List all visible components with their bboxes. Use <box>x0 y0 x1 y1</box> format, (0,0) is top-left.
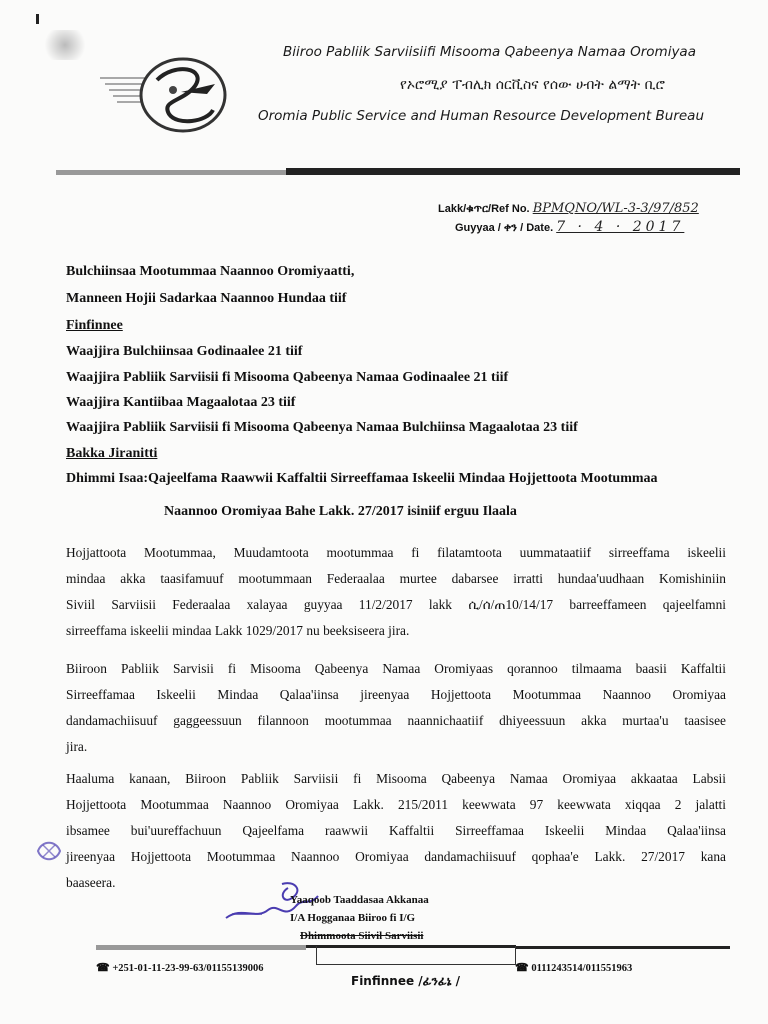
addressee-5: Waajjira Pabliik Sarviisii fi Misooma Qabeenya Namaa Godinaalee 21 tiif <box>66 370 509 385</box>
bureau-logo <box>95 50 245 140</box>
addressee-4: Waajjira Bulchiinsaa Godinaalee 21 tiif <box>66 344 303 359</box>
signatory-title: I/A Hogganaa Biiroo fi I/G <box>290 912 416 924</box>
p3-line-4: jireenyaa Hojjettoota Mootummaa Naannoo Oromiyaa dandamachiisuuf qophaa'e Lakk. 27/2017 kana <box>66 849 726 864</box>
p1-line-3: Siviil Sarviisii Federaalaa xalayaa guyyaa 11/2/2017 lakk ሲ/ሰ/ጠ10/14/17 barreeffameen qajeelfamni <box>66 597 726 612</box>
stamp-smudge <box>34 836 64 866</box>
p3-line-2: Hojjettoota Mootummaa Naannoo Oromiyaa Lakk. 215/2011 keewwata 97 keewwata xiqqaa 2 jalatti <box>66 797 726 812</box>
addressee-6: Waajjira Kantiibaa Magaalotaa 23 tiif <box>66 395 296 410</box>
date-line <box>455 219 684 235</box>
addressee-3: Finfinnee <box>66 318 123 333</box>
letterhead-oromo: Biiroo Pabliik Sarviisiifi Misooma Qabeenya Namaa Oromiyaa <box>283 44 696 60</box>
addressee-8: Bakka Jiranitti <box>66 446 158 461</box>
header-rule-dark <box>286 168 740 175</box>
ref-label: Lakk/ቁጥር/Ref No. <box>438 203 530 215</box>
p1-line-2: mindaa akka taasifamuuf mootummaan Federaalaa murtee dabarsee irratti hundaa'uudhaan Komishiniin <box>66 571 726 586</box>
footer-rule-left <box>96 945 306 950</box>
signatory-office: Dhimmoota Siivil Sarviisii <box>300 930 424 942</box>
phone-right-number: 0111243514/011551963 <box>531 963 633 974</box>
scan-mark <box>36 14 39 24</box>
p1-line-1: Hojjattoota Mootummaa, Muudamtoota mootummaa fi filatamtoota uummataatiif sirreeffama iskeelii <box>66 545 726 560</box>
p3-line-3: ibsamee bui'uureffachuun Qajeelfama raawwii Kaffaltii Sirreeffamaa Iskeelii Mindaa Qalaa'iinsa <box>66 823 726 838</box>
subject-line-2: Naannoo Oromiyaa Bahe Lakk. 27/2017 isiniif erguu Ilaala <box>164 504 517 519</box>
footer-rule-right <box>516 946 730 949</box>
ref-value: BPMQNO/WL-3-3/97/852 <box>532 201 699 216</box>
p2-line-1: Biiroon Pabliik Sarvisii fi Misooma Qabeenya Namaa Oromiyaas qorannoo tilmaama baasii Kaffaltii <box>66 661 726 676</box>
scan-smudge <box>40 30 90 60</box>
addressee-2: Manneen Hojii Sadarkaa Naannoo Hundaa tiif <box>66 291 347 306</box>
p2-line-3: dandamachiisuuf gaggeessuun filannoon mootummaa naannichaatiif dhiyeessuun akka murtaa'u taasisee <box>66 713 726 728</box>
date-value: 7 · 4 · 2017 <box>556 219 685 235</box>
paragraph-3 <box>66 766 726 896</box>
footer-rule-box <box>316 946 516 965</box>
addressee-1: Bulchiinsaa Mootummaa Naannoo Oromiyaatti, <box>66 264 355 279</box>
reference-line <box>438 201 699 216</box>
header-rule <box>56 170 286 175</box>
date-label: Guyyaa / ቀን / Date. <box>455 222 554 234</box>
p1-line-4: sirreeffama iskeelii mindaa Lakk 1029/2017 nu beeksiseera jira. <box>66 623 410 638</box>
p3-line-1: Haaluma kanaan, Biiroon Pabliik Sarviisii fi Misooma Qabeenya Namaa Oromiyaa akkaataa Labsii <box>66 771 726 786</box>
phone-left-number: +251-01-11-23-99-63/01155139006 <box>112 963 264 974</box>
signatory-name: Yaaqoob Taaddasaa Akkanaa <box>290 894 429 906</box>
paragraph-1 <box>66 540 726 644</box>
paragraph-2 <box>66 656 726 760</box>
p2-line-4: jira. <box>66 739 88 754</box>
letterhead-english: Oromia Public Service and Human Resource Development Bureau <box>258 108 705 124</box>
phone-icon-right: ☎ <box>515 962 529 974</box>
phone-left <box>96 961 264 974</box>
phone-right <box>515 961 632 974</box>
p2-line-2: Sirreeffamaa Iskeelii Mindaa Qalaa'iinsa jireenyaa Hojjettoota Mootummaa Naannoo Oromiyaa <box>66 687 726 702</box>
p3-line-5: baaseera. <box>66 875 116 890</box>
footer-city: Finfinnee /ፊንፊኔ / <box>351 974 461 988</box>
phone-icon: ☎ <box>96 962 110 974</box>
subject-line-1: Dhimmi Isaa:Qajeelfama Raawwii Kaffaltii Sirreeffamaa Iskeelii Mindaa Hojjettoota Mootummaa <box>66 471 658 486</box>
letterhead-amharic: የኦሮሚያ ፐብሊክ ሰርቪስና የሰው ሀብት ልማት ቢሮ <box>400 77 665 93</box>
addressee-7: Waajjira Pabliik Sarviisii fi Misooma Qabeenya Namaa Bulchiinsa Magaalotaa 23 tiif <box>66 420 578 435</box>
